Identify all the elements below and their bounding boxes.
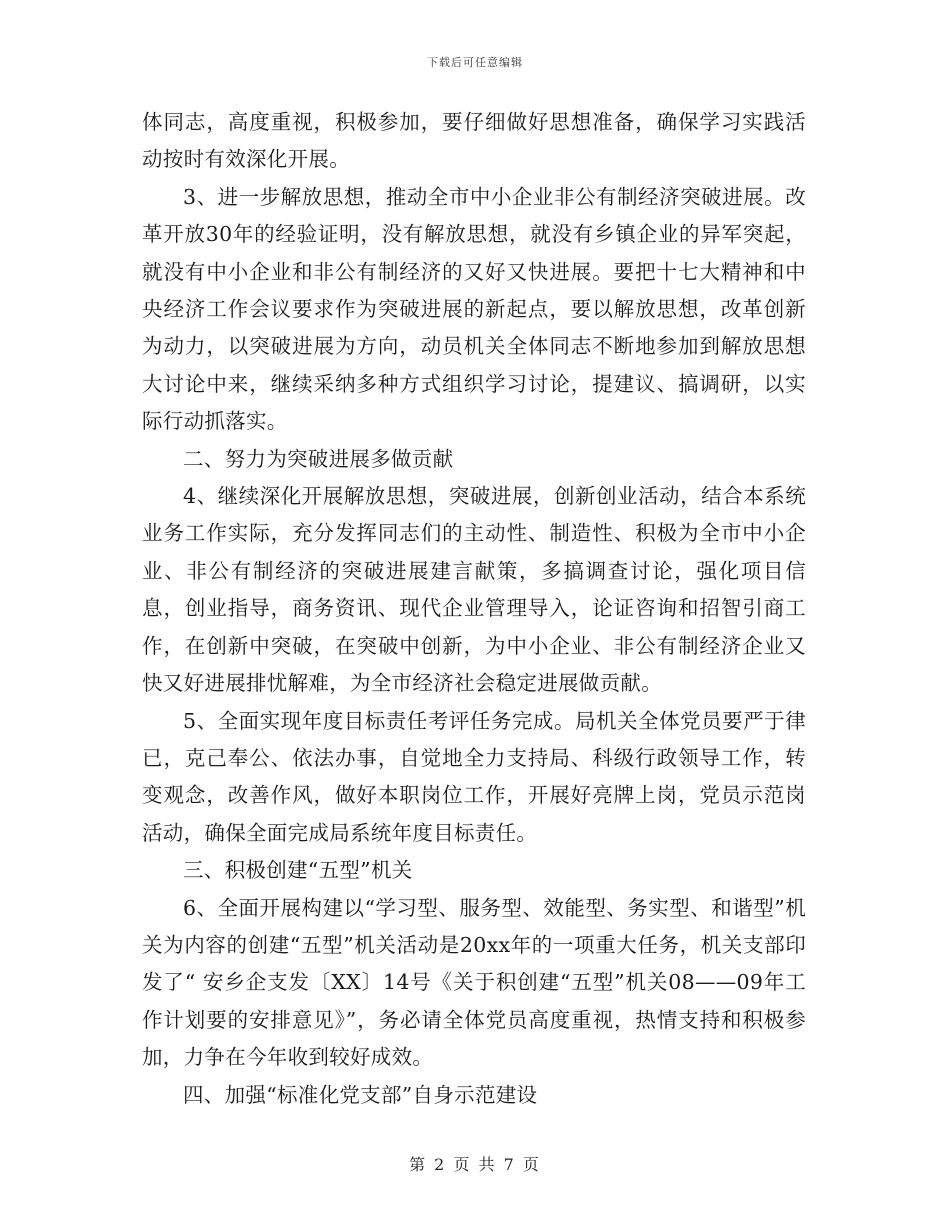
section-heading-2: 二、努力为突破进展多做贡献 xyxy=(183,446,454,471)
paragraph-item-6: 6、全面开展构建以“学习型、服务型、效能型、务实型、和谐型”机关为内容的创建“五型”机关活动是20xx年的一项重大任务，机关支部印发了“ 安乡企支发〔XX〕14号《关于积创建“五型”机关08——09年工作计划要的安排意见》”，务必请全体党员高度重视，热情支持和积极参加，力争在今年收到较好成效。 xyxy=(142,895,806,1070)
paragraph-continuation: 体同志，高度重视，积极参加，要仔细做好思想准备，确保学习实践活动按时有效深化开展。 xyxy=(142,110,806,172)
paragraph-item-4: 4、继续深化开展解放思想，突破进展，创新创业活动，结合本系统业务工作实际，充分发挥同志们的主动性、制造性、积极为全市中小企业、非公有制经济的突破进展建言献策，多搞调查讨论，强化项目信息，创业指导，商务资讯、现代企业管理导入，论证咨询和招智引商工作，在创新中突破，在突破中创新，为中小企业、非公有制经济企业又快又好进展排忧解难，为全市经济社会稳定进展做贡献。 xyxy=(142,484,806,696)
paragraph-item-3: 3、进一步解放思想，推动全市中小企业非公有制经济突破进展。改革开放30年的经验证明，没有解放思想，就没有乡镇企业的异军突起，就没有中小企业和非公有制经济的又好又快进展。要把十七大精神和中央经济工作会议要求作为突破进展的新起点，要以解放思想，改革创新为动力，以突破进展为方向，动员机关全体同志不断地参加到解放思想大讨论中来，继续采纳多种方式组织学习讨论，提建议、搞调研，以实际行动抓落实。 xyxy=(142,184,806,434)
page-header-note: 下载后可任意编辑 xyxy=(427,56,523,69)
section-heading-4: 四、加强“标准化党支部”自身示范建设 xyxy=(183,1082,538,1107)
document-body xyxy=(142,104,806,1114)
section-heading-3: 三、积极创建“五型”机关 xyxy=(183,858,413,883)
paragraph-item-5: 5、全面实现年度目标责任考评任务完成。局机关全体党员要严于律已，克己奉公、依法办事，自觉地全力支持局、科级行政领导工作，转变观念，改善作风，做好本职岗位工作，开展好亮牌上岗，党员示范岗活动，确保全面完成局系统年度目标责任。 xyxy=(142,708,806,845)
page-number: 第 2 页 共 7 页 xyxy=(409,1155,541,1174)
